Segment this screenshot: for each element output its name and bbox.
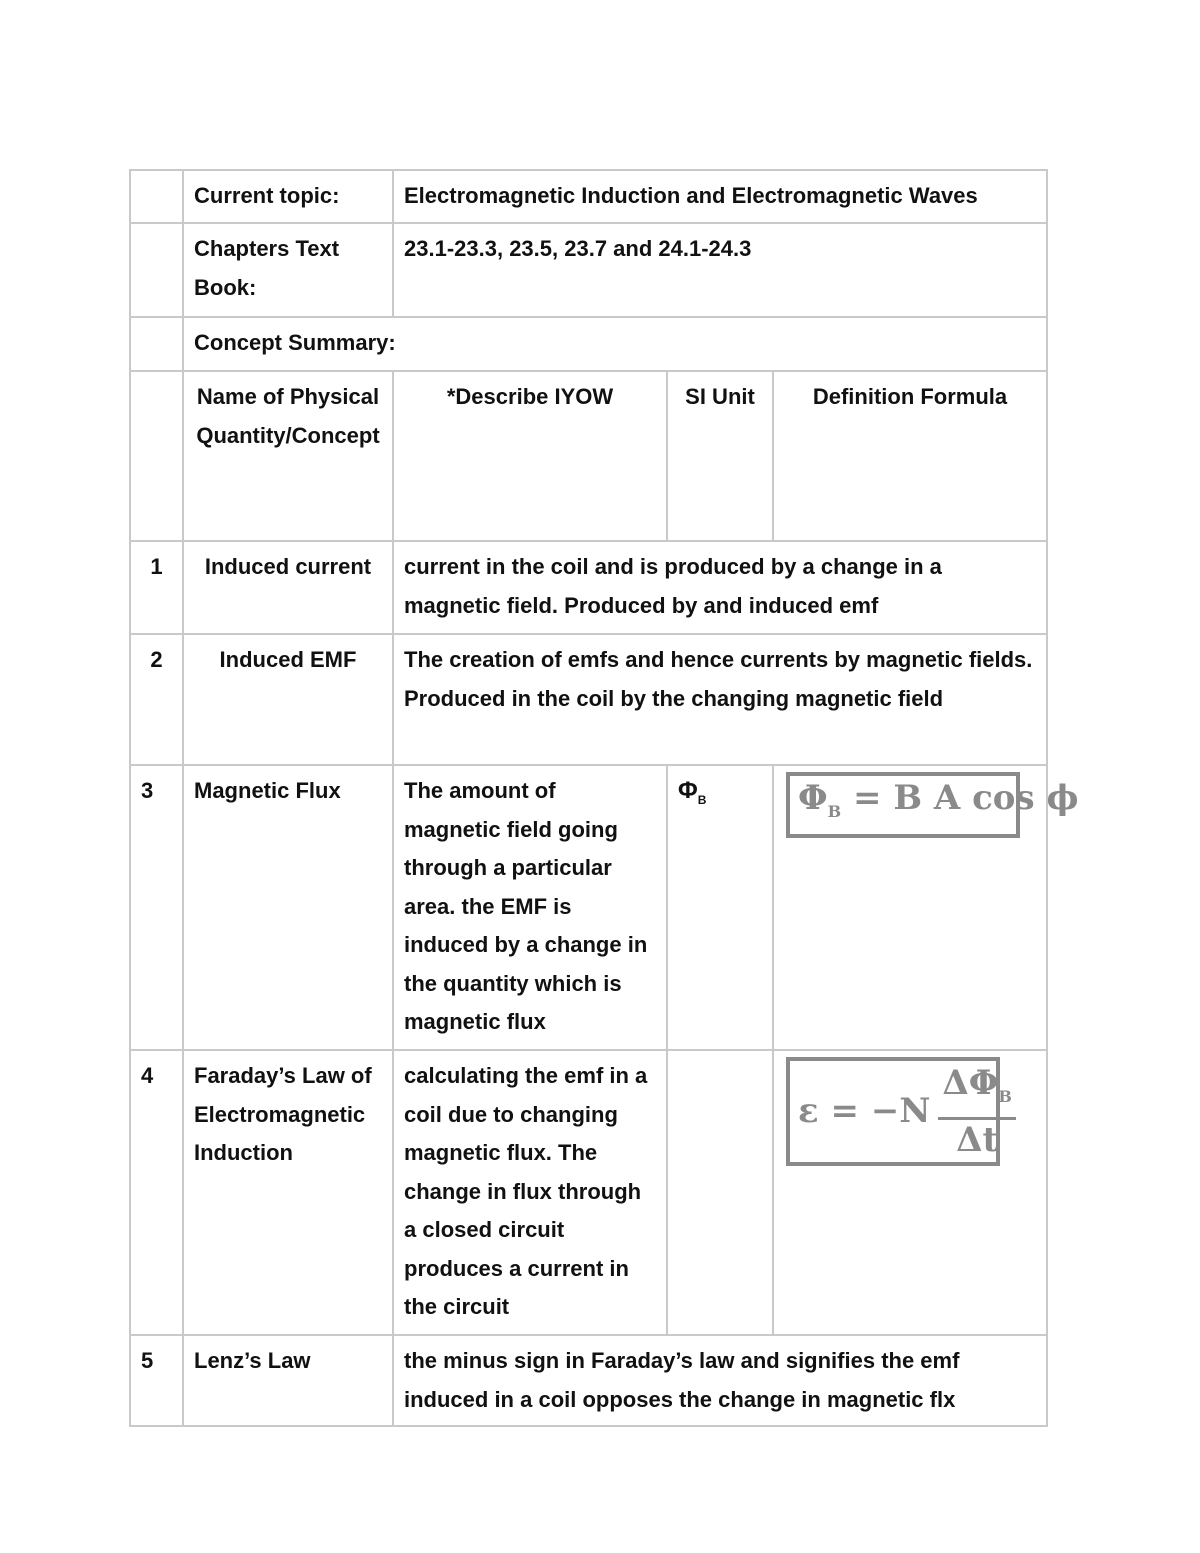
blank-cell (129, 372, 184, 542)
column-header-name: Name of Physical Quantity/Concept (184, 372, 394, 542)
row-formula (774, 1051, 1048, 1336)
table-row (129, 635, 1048, 766)
row-number: 1 (129, 542, 184, 635)
fraction: $\frac{\Delta\Phi_B}{\Delta t}$ (938, 1063, 1016, 1160)
row-name: Magnetic Flux (184, 766, 394, 1051)
row-si-unit (668, 1051, 774, 1336)
row-number: 3 (129, 766, 184, 1051)
table-row (129, 1336, 1048, 1413)
row-formula (774, 766, 1079, 1051)
blank-cell (129, 169, 184, 224)
column-header-describe: *Describe IYOW (394, 372, 668, 542)
row-description: calculating the emf in a coil due to changing magnetic flux. The change in flux through a closed circuit produces a current in the circuit (394, 1051, 668, 1336)
chapters-value: 23.1-23.3, 23.5, 23.7 and 24.1-24.3 (394, 224, 1048, 318)
row-description: The creation of emfs and hence currents by magnetic fields. Produced in the coil by the changing magnetic field (394, 635, 1048, 766)
chapters-label: Chapters Text Book: (184, 224, 394, 318)
row-name: Lenz’s Law (184, 1336, 394, 1427)
row-description: current in the coil and is produced by a change in a magnetic field. Produced by and induced emf (394, 542, 1048, 635)
faraday-formula: ε = −N $\frac{\Delta\Phi_B}{\Delta t}$ (786, 1057, 1000, 1166)
current-topic-value: Electromagnetic Induction and Electromagnetic Waves (394, 169, 1048, 224)
row-description: the minus sign in Faraday’s law and signifies the emf induced in a coil opposes the change in magnetic flx (394, 1336, 1048, 1427)
current-topic-row (129, 169, 1048, 224)
current-topic-label: Current topic: (184, 169, 394, 224)
row-number: 4 (129, 1051, 184, 1336)
table-row (129, 1051, 1048, 1336)
table-row (129, 542, 1048, 635)
magnetic-flux-formula: $\Phi_B = B$ A cos ϕ (786, 772, 1020, 838)
row-si-unit (668, 766, 774, 1051)
concept-summary-label: Concept Summary: (184, 318, 1048, 372)
row-description: The amount of magnetic field going through a particular area. the EMF is induced by a change in the quantity which is magnetic flux (394, 766, 668, 1051)
concept-summary-row (129, 318, 1048, 372)
blank-cell (129, 224, 184, 318)
row-number: 2 (129, 635, 184, 766)
column-header-definition: Definition Formula (774, 372, 1048, 542)
row-name: Induced EMF (184, 635, 394, 766)
column-header-row (129, 372, 1048, 542)
table-row (129, 766, 1079, 1051)
row-name: Induced current (184, 542, 394, 635)
row-name: Faraday’s Law of Electromagnetic Induction (184, 1051, 394, 1336)
chapters-row (129, 224, 1048, 318)
concept-summary-table (129, 169, 1079, 1413)
phi-symbol: $\Phi_B$ (678, 777, 707, 807)
column-header-si-unit: SI Unit (668, 372, 774, 542)
blank-cell (129, 318, 184, 372)
row-number: 5 (129, 1336, 184, 1427)
